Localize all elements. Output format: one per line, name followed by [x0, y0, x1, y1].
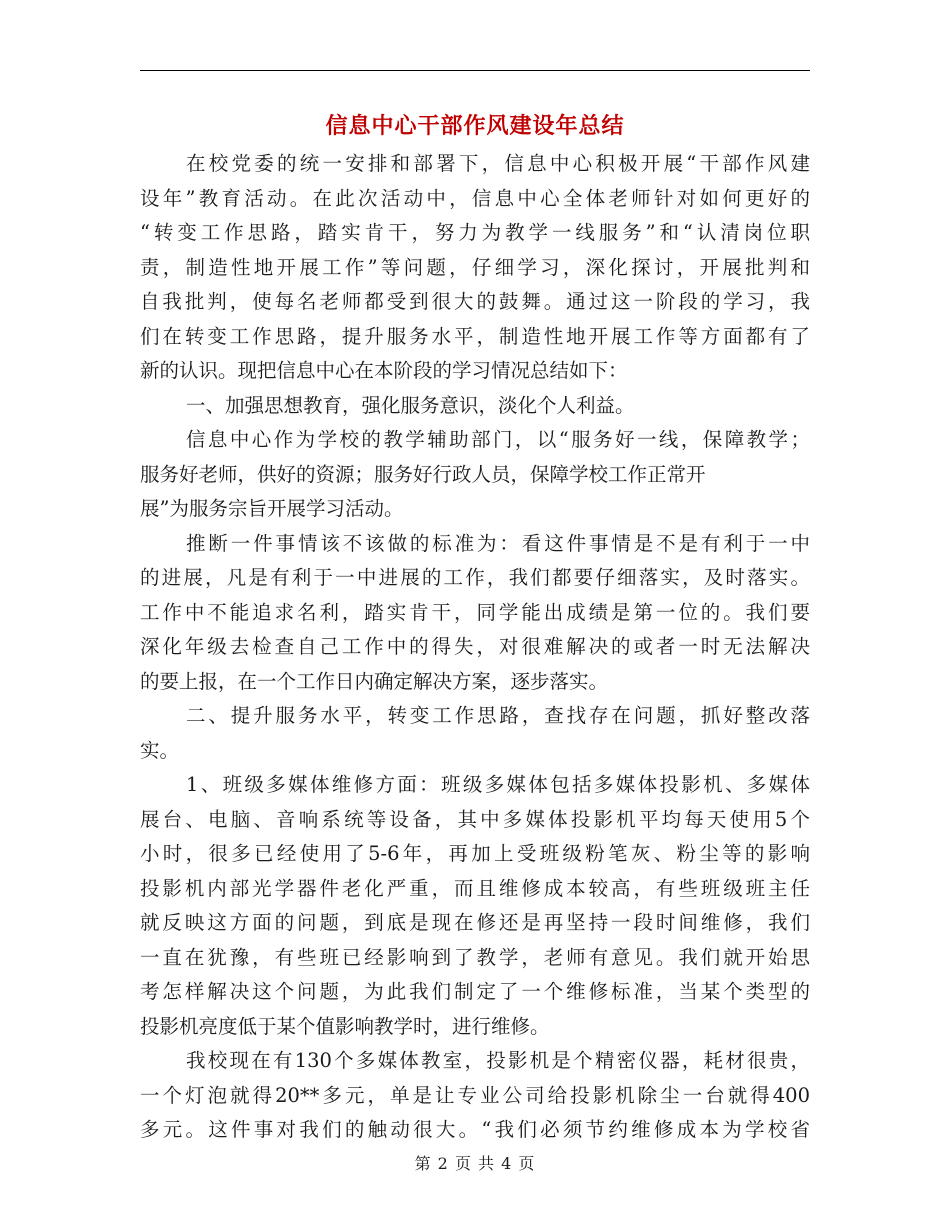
text-line: 投影机亮度低于某个值影响教学时，进行维修。 [140, 1014, 550, 1038]
text-line: 设年”教育活动。在此次活动中，信息中心全体老师针对如何更好的 [140, 186, 810, 210]
text-line: 展”为服务宗旨开展学习活动。 [140, 497, 404, 520]
text-line: 一个灯泡就得20**多元，单是让专业公司给投影机除尘一台就得400 [140, 1083, 810, 1107]
text-line: 信息中心作为学校的教学辅助部门，以“服务好一线，保障教学； [186, 428, 810, 451]
text-line: 多元。这件事对我们的触动很大。“我们必须节约维修成本为学校省 [140, 1118, 810, 1141]
text-line: “转变工作思路，踏实肯干，努力为教学一线服务”和“认清岗位职 [140, 221, 810, 244]
text-line: 我校现在有130个多媒体教室，投影机是个精密仪器，耗材很贵， [186, 1049, 810, 1072]
text-line: 的要上报，在一个工作日内确定解决方案，逐步落实。 [140, 669, 609, 693]
text-line: 推断一件事情该不该做的标准为：看这件事情是不是有利于一中 [186, 531, 810, 555]
text-line: 就反映这方面的问题，到底是现在修还是再坚持一段时间维修，我们 [140, 911, 810, 934]
text-line: 服务好老师，供好的资源；服务好行政人员，保障学校工作正常开 [140, 462, 706, 486]
text-line: 自我批判，使每名老师都受到很大的鼓舞。通过这一阶段的学习，我 [140, 290, 810, 313]
text-line: 1、班级多媒体维修方面：班级多媒体包括多媒体投影机、多媒体 [186, 773, 810, 796]
document-body [140, 147, 810, 1148]
text-line: 责，制造性地开展工作”等问题，仔细学习，深化探讨，开展批判和 [140, 255, 810, 279]
text-line: 新的认识。现把信息中心在本阶段的学习情况总结如下： [140, 359, 628, 382]
text-line: 在校党委的统一安排和部署下，信息中心积极开展“干部作风建 [186, 152, 810, 175]
document-title: 信息中心干部作风建设年总结 [325, 113, 625, 139]
header-rule [140, 70, 810, 71]
text-line: 一、加强思想教育，强化服务意识，淡化个人利益。 [186, 393, 635, 417]
page-number: 第 2 页 共 4 页 [414, 1154, 536, 1173]
text-line: 工作中不能追求名利，踏实肯干，同学能出成绩是第一位的。我们要 [140, 600, 810, 624]
text-line: 实。 [140, 738, 180, 762]
text-line: 深化年级去检查自己工作中的得失，对很难解决的或者一时无法解决 [140, 635, 810, 658]
text-line: 的进展，凡是有利于一中进展的工作，我们都要仔细落实，及时落实。 [140, 566, 810, 589]
text-line: 二、提升服务水平，转变工作思路，查找存在问题，抓好整改落 [186, 704, 810, 727]
text-line: 展台、电脑、音响系统等设备，其中多媒体投影机平均每天使用5个 [140, 807, 810, 831]
text-line: 投影机内部光学器件老化严重，而且维修成本较高，有些班级班主任 [140, 876, 810, 900]
text-line: 一直在犹豫，有些班已经影响到了教学，老师有意见。我们就开始思 [140, 945, 810, 969]
text-line: 考怎样解决这个问题，为此我们制定了一个维修标准，当某个类型的 [140, 980, 810, 1003]
text-line: 们在转变工作思路，提升服务水平，制造性地开展工作等方面都有了 [140, 324, 810, 348]
text-line: 小时，很多已经使用了5-6年，再加上受班级粉笔灰、粉尘等的影响 [140, 842, 810, 865]
